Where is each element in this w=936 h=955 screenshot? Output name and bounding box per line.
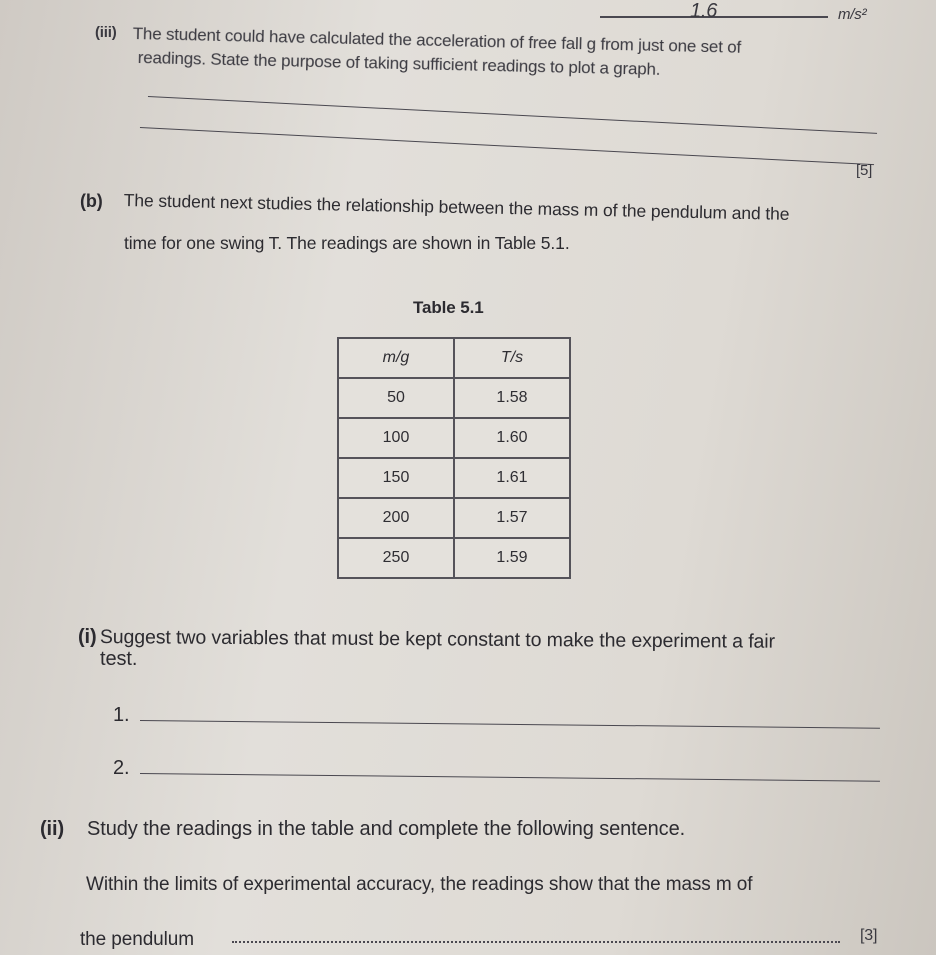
table-header-mass: m/g xyxy=(338,338,454,378)
question-label-i: (i) xyxy=(78,626,97,648)
table-cell: 200 xyxy=(338,498,454,538)
question-ii-line2: Within the limits of experimental accuracy, the readings show that the mass m of xyxy=(86,874,753,895)
answer-item-2-label: 2. xyxy=(113,757,130,779)
table-row xyxy=(338,498,570,538)
table-cell: 1.57 xyxy=(454,498,570,538)
table-row xyxy=(338,458,570,498)
table-row xyxy=(338,538,570,578)
answer-item-1-label: 1. xyxy=(113,704,130,726)
table-cell: 1.59 xyxy=(454,538,570,578)
table-cell: 1.60 xyxy=(454,418,570,458)
marks-iii: [5] xyxy=(856,162,873,179)
question-label-b: (b) xyxy=(80,191,103,211)
question-iii-line1: The student could have calculated the acceleration of free fall g from just one set of xyxy=(132,24,742,57)
answer-scribble: 1.6 xyxy=(690,0,718,22)
table-cell: 50 xyxy=(338,378,454,418)
answer-line-ii[interactable] xyxy=(232,941,840,943)
unit-label: m/s² xyxy=(838,6,867,23)
table-row xyxy=(338,378,570,418)
answer-line-i-2[interactable] xyxy=(140,773,880,782)
question-ii-line3: the pendulum xyxy=(80,929,194,950)
data-table xyxy=(337,337,571,579)
table-cell: 250 xyxy=(338,538,454,578)
answer-line-iii-2 xyxy=(140,127,874,165)
question-i-line1: Suggest two variables that must be kept constant to make the experiment a fair xyxy=(99,626,776,653)
table-header-time: T/s xyxy=(454,338,570,378)
answer-line-i-1[interactable] xyxy=(140,720,880,729)
table-cell: 150 xyxy=(338,458,454,498)
marks-ii: [3] xyxy=(860,927,878,944)
table-cell: 100 xyxy=(338,418,454,458)
question-i-line2: test. xyxy=(100,648,138,670)
question-label-ii: (ii) xyxy=(40,818,65,840)
question-ii-line1: Study the readings in the table and complete the following sentence. xyxy=(87,818,686,840)
table-cell: 1.61 xyxy=(454,458,570,498)
question-b-line2: time for one swing T. The readings are shown in Table 5.1. xyxy=(124,233,570,253)
question-label-iii: (iii) xyxy=(95,24,117,41)
table-cell: 1.58 xyxy=(454,378,570,418)
table-row xyxy=(338,418,570,458)
question-iii-line2: readings. State the purpose of taking sufficient readings to plot a graph. xyxy=(137,48,661,79)
table-caption: Table 5.1 xyxy=(413,298,484,317)
question-b-line1: The student next studies the relationship between the mass m of the pendulum and the xyxy=(123,190,790,224)
answer-line-iii-1 xyxy=(148,96,877,134)
